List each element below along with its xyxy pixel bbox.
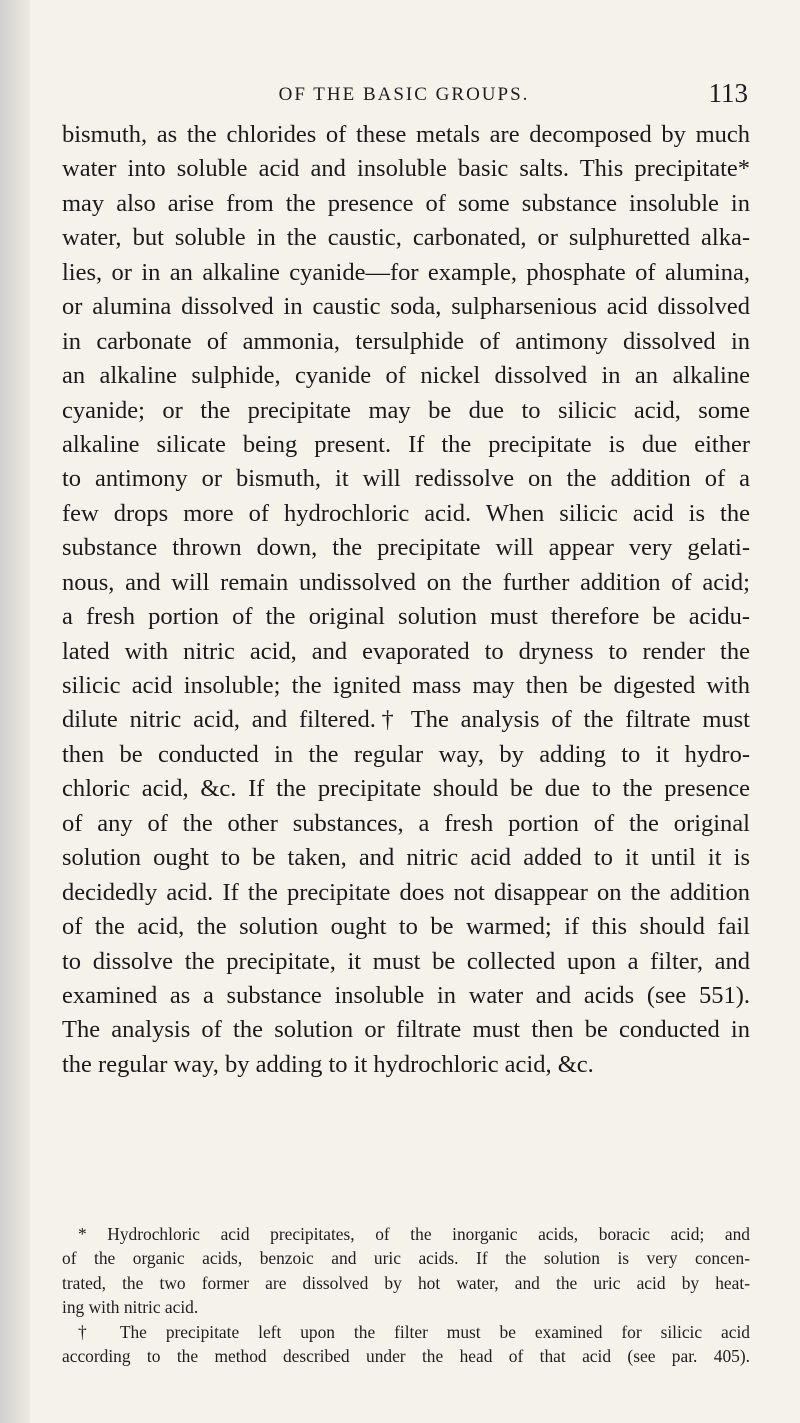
body-line: to antimony or bismuth, it will redissolve on the addition of a	[62, 465, 750, 493]
body-line: the regular way, by adding to it hydrochloric acid, &c.	[62, 1050, 594, 1078]
footnote-line: ing with nitric acid.	[62, 1297, 199, 1318]
body-line: bismuth, as the chlorides of these metals are decomposed by much	[62, 121, 750, 148]
body-line: lies, or in an alkaline cyanide—for example, phosphate of alumina,	[62, 258, 750, 286]
page-gutter-shadow	[0, 0, 30, 1423]
body-line: nous, and will remain undissolved on the further addition of acid;	[62, 568, 750, 596]
body-line: few drops more of hydrochloric acid. When silicic acid is the	[62, 499, 750, 527]
body-line: then be conducted in the regular way, by adding to it hydro-	[62, 740, 750, 768]
body-line: lated with nitric acid, and evaporated to dryness to render the	[62, 637, 750, 665]
body-text	[62, 118, 750, 1082]
body-line: cyanide; or the precipitate may be due to silicic acid, some	[62, 396, 750, 424]
running-head	[60, 78, 748, 112]
footnotes	[62, 1222, 750, 1368]
body-line: water into soluble acid and insoluble basic salts. This precipitate*	[62, 155, 750, 183]
body-line: to dissolve the precipitate, it must be collected upon a filter, and	[62, 947, 750, 975]
body-line: a fresh portion of the original solution must therefore be acidu-	[62, 603, 750, 631]
body-line: alkaline silicate being present. If the precipitate is due either	[62, 430, 750, 458]
body-line: The analysis of the solution or filtrate must then be conducted in	[62, 1016, 750, 1044]
body-line: examined as a substance insoluble in water and acids (see 551).	[62, 981, 750, 1009]
footnote-line: trated, the two former are dissolved by hot water, and the uric acid by heat-	[62, 1272, 750, 1293]
footnote-line: according to the method described under the head of that acid (see par. 405).	[62, 1345, 750, 1366]
running-title: OF THE BASIC GROUPS.	[278, 84, 530, 105]
footnote-line: of the organic acids, benzoic and uric acids. If the solution is very concen-	[62, 1248, 750, 1269]
body-line: substance thrown down, the precipitate will appear very gelati-	[62, 534, 750, 562]
body-line: of the acid, the solution ought to be warmed; if this should fail	[62, 913, 750, 941]
body-line: silicic acid insoluble; the ignited mass may then be digested with	[62, 672, 750, 699]
body-line: dilute nitric acid, and filtered.† The analysis of the filtrate must	[62, 706, 750, 734]
body-line: chloric acid, &c. If the precipitate should be due to the presence	[62, 775, 750, 803]
body-line: of any of the other substances, a fresh portion of the original	[62, 809, 750, 837]
body-line: water, but soluble in the caustic, carbonated, or sulphuretted alka-	[62, 224, 750, 252]
body-line: decidedly acid. If the precipitate does not disappear on the addition	[62, 878, 750, 906]
body-line: solution ought to be taken, and nitric acid added to it until it is	[62, 844, 750, 872]
footnote-line: * Hydrochloric acid precipitates, of the inorganic acids, boracic acid; and	[78, 1224, 750, 1244]
body-line: in carbonate of ammonia, tersulphide of antimony dissolved in	[62, 327, 750, 355]
page-number: 113	[708, 78, 748, 108]
body-line: an alkaline sulphide, cyanide of nickel dissolved in an alkaline	[62, 362, 750, 390]
body-line: may also arise from the presence of some substance insoluble in	[62, 189, 750, 217]
footnote-line: † The precipitate left upon the filter must be examined for silicic acid	[78, 1321, 750, 1342]
body-line: or alumina dissolved in caustic soda, sulpharsenious acid dissolved	[62, 293, 750, 321]
